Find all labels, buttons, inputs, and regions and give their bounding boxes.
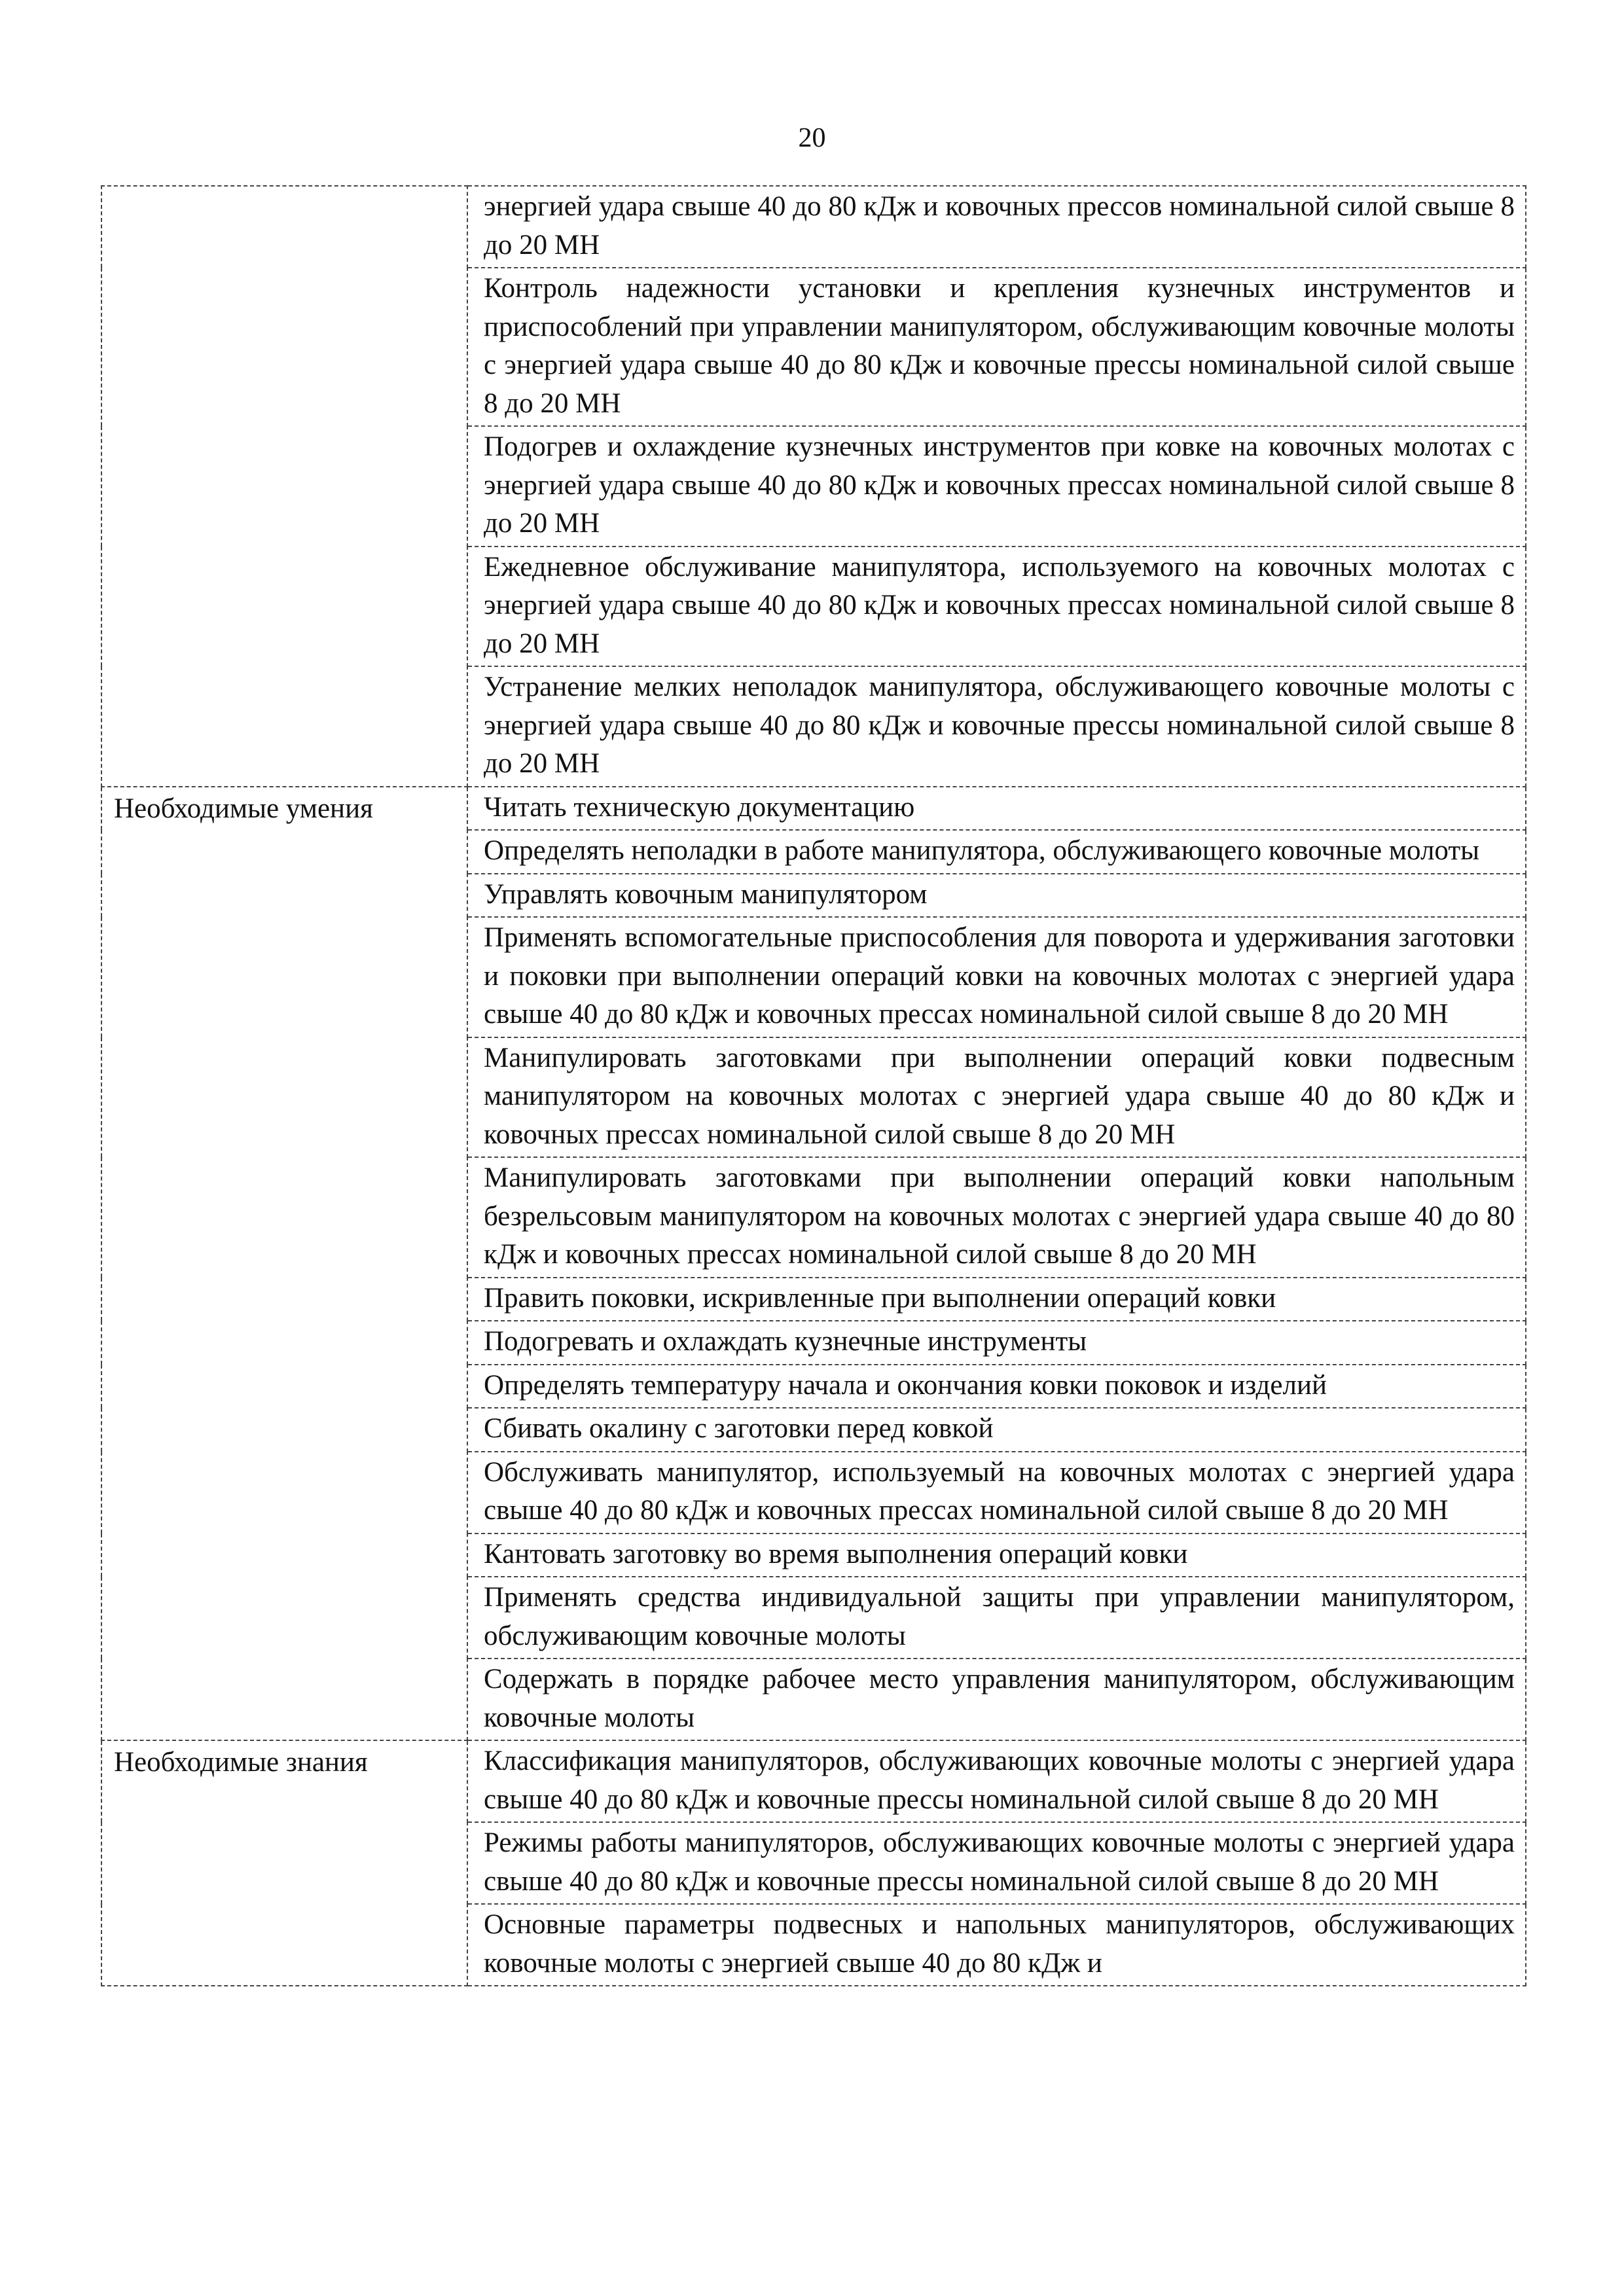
table-row: [101, 1740, 1526, 1822]
table-row: [101, 186, 1526, 268]
section-item-text: Ежедневное обслуживание манипулятора, используемого на ковочных молотах с энергией удара свыше 40 до 80 кДж и ковочных прессах номинальной силой свыше 8 до 20 МН: [467, 547, 1526, 667]
section-item-text: Определять неполадки в работе манипулятора, обслуживающего ковочные молоты: [467, 830, 1526, 874]
section-item-text: Манипулировать заготовками при выполнении операций ковки напольным безрельсовым манипулятором на ковочных молотах с энергией удара свыше 40 до 80 кДж и ковочных прессах номинальной силой свыше 8 до 20 МН: [467, 1157, 1526, 1278]
section-label: Необходимые умения: [101, 787, 467, 1741]
section-item-text: Определять температуру начала и окончания ковки поковок и изделий: [467, 1365, 1526, 1408]
page-number: 20: [798, 123, 826, 153]
section-item-text: Режимы работы манипуляторов, обслуживающих ковочные молоты с энергией удара свыше 40 до 80 кДж и ковочные прессы номинальной силой свыше 8 до 20 МН: [467, 1822, 1526, 1904]
section-label: Необходимые знания: [101, 1740, 467, 1986]
table-row: [101, 787, 1526, 831]
section-label: [101, 186, 467, 787]
section-item-text: Устранение мелких неполадок манипулятора, обслуживающего ковочные молоты с энергией удара свыше 40 до 80 кДж и ковочные прессы номинальной силой свыше 8 до 20 МН: [467, 666, 1526, 787]
section-item-text: Применять средства индивидуальной защиты при управлении манипулятором, обслуживающим ковочные молоты: [467, 1577, 1526, 1659]
section-item-text: Манипулировать заготовками при выполнении операций ковки подвесным манипулятором на ковочных молотах с энергией удара свыше 40 до 80 кДж и ковочных прессах номинальной силой свыше 8 до 20 МН: [467, 1037, 1526, 1158]
section-item-text: Контроль надежности установки и крепления кузнечных инструментов и приспособлений при управлении манипулятором, обслуживающим ковочные молоты с энергией удара свыше 40 до 80 кДж и ковочные прессы номинальной силой свыше 8 до 20 МН: [467, 268, 1526, 426]
section-item-text: Классификация манипуляторов, обслуживающих ковочные молоты с энергией удара свыше 40 до 80 кДж и ковочные прессы номинальной силой свыше 8 до 20 МН: [467, 1740, 1526, 1822]
section-item-text: Кантовать заготовку во время выполнения операций ковки: [467, 1534, 1526, 1577]
section-item-text: Управлять ковочным манипулятором: [467, 874, 1526, 918]
section-item-text: Обслуживать манипулятор, используемый на ковочных молотах с энергией удара свыше 40 до 80 кДж и ковочных прессах номинальной силой свыше 8 до 20 МН: [467, 1452, 1526, 1534]
section-item-text: энергией удара свыше 40 до 80 кДж и ковочных прессов номинальной силой свыше 8 до 20 МН: [467, 186, 1526, 268]
section-item-text: Читать техническую документацию: [467, 787, 1526, 831]
section-item-text: Сбивать окалину с заготовки перед ковкой: [467, 1408, 1526, 1452]
section-item-text: Подогрев и охлаждение кузнечных инструментов при ковке на ковочных молотах с энергией удара свыше 40 до 80 кДж и ковочных прессах номинальной силой свыше 8 до 20 МН: [467, 426, 1526, 547]
section-item-text: Подогревать и охлаждать кузнечные инструменты: [467, 1321, 1526, 1365]
section-item-text: Править поковки, искривленные при выполнении операций ковки: [467, 1278, 1526, 1321]
competency-table: [101, 185, 1526, 1986]
section-item-text: Содержать в порядке рабочее место управления манипулятором, обслуживающим ковочные молоты: [467, 1659, 1526, 1740]
section-item-text: Основные параметры подвесных и напольных манипуляторов, обслуживающих ковочные молоты с энергией свыше 40 до 80 кДж и: [467, 1904, 1526, 1986]
section-item-text: Применять вспомогательные приспособления для поворота и удерживания заготовки и поковки при выполнении операций ковки на ковочных молотах с энергией удара свыше 40 до 80 кДж и ковочных прессах номинальной силой свыше 8 до 20 МН: [467, 917, 1526, 1037]
